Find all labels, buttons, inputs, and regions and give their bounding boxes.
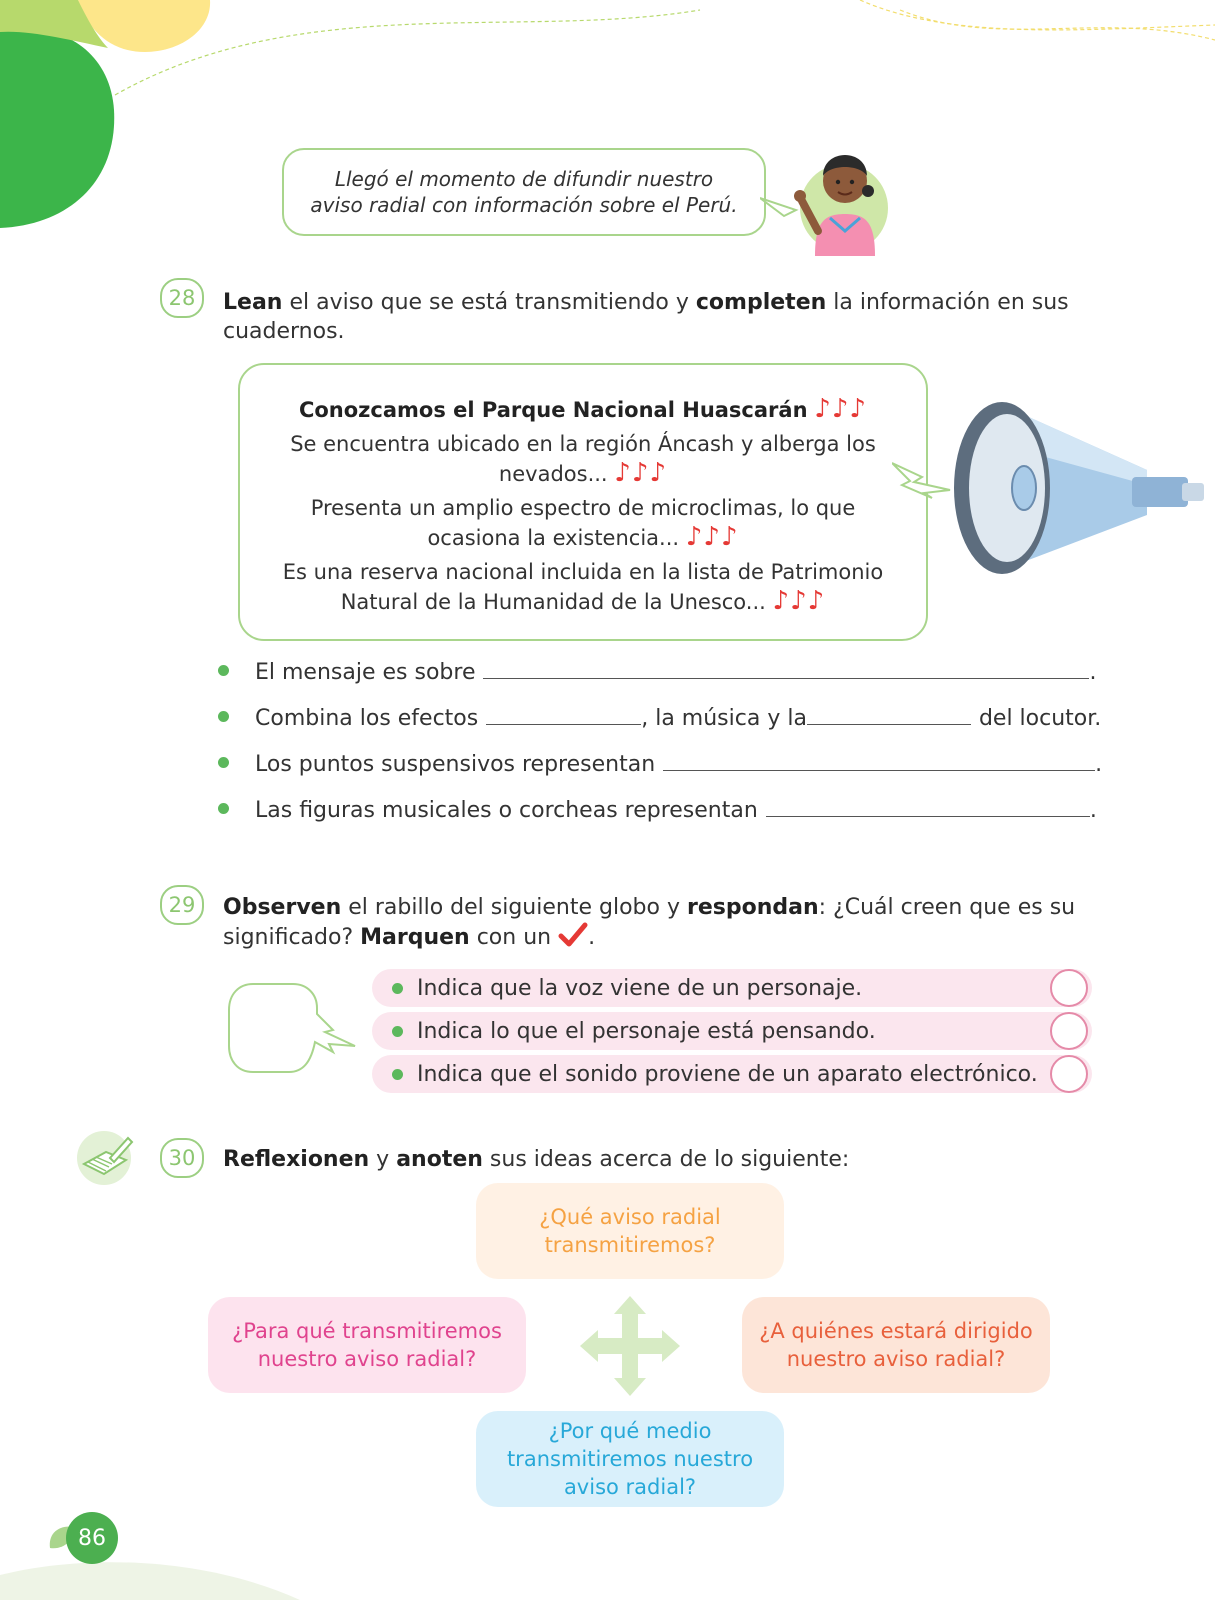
answer-line[interactable] (766, 815, 1090, 817)
bullet-dot (392, 1069, 403, 1080)
bullet-dot (218, 803, 229, 814)
notice-p2-line1: Presenta un amplio espectro de microclimas, lo que (310, 496, 856, 520)
checkmark-icon (558, 922, 588, 948)
card-who-audience: ¿A quiénes estará dirigido nuestro aviso radial? (742, 1297, 1050, 1393)
four-way-arrows-icon (580, 1296, 680, 1396)
notice-p1-line2: nevados... (498, 462, 608, 486)
question-number-28: 28 (160, 278, 204, 318)
option-character-thinking: Indica lo que el personaje está pensando. (372, 1012, 1092, 1050)
question-number-30: 30 (160, 1138, 204, 1178)
answer-line[interactable] (663, 769, 1095, 771)
bullet-combines-effects: Combina los efectos , la música y la del locutor. (218, 706, 1101, 731)
radio-notice-box (238, 363, 928, 641)
notice-title: Conozcamos el Parque Nacional Huascarán (298, 398, 808, 422)
notice-p1-line1: Se encuentra ubicado en la región Áncash y alberga los (290, 432, 876, 456)
answer-line[interactable] (483, 677, 1089, 679)
speech-bubble (282, 148, 766, 236)
electronic-balloon-icon (225, 980, 365, 1080)
music-notes-icon: ♪♪♪ (814, 394, 868, 424)
music-notes-icon: ♪♪♪ (614, 458, 668, 488)
megaphone-icon (892, 385, 1210, 585)
bullet-musical-figures: Las figuras musicales o corcheas representan . (218, 798, 1097, 823)
option-voice-from-character: Indica que la voz viene de un personaje. (372, 969, 1092, 1007)
girl-illustration (760, 136, 900, 256)
answer-circle-2[interactable] (1050, 1012, 1088, 1050)
option-electronic-device: Indica que el sonido proviene de un aparato electrónico. (372, 1055, 1092, 1093)
bubble-text-line2: aviso radial con información sobre el Perú. (310, 193, 738, 217)
question-28-instruction: Lean el aviso que se está transmitiendo y completen la información en sus cuadernos. (223, 290, 1069, 344)
card-what-medium: ¿Por qué medio transmitiremos nuestro aviso radial? (476, 1411, 784, 1507)
notice-p3-line2: Natural de la Humanidad de la Unesco... (340, 590, 766, 614)
bullet-dot (218, 757, 229, 768)
bullet-dot (392, 983, 403, 994)
notice-p3-line1: Es una reserva nacional incluida en la lista de Patrimonio (282, 560, 884, 584)
bullet-message-about: El mensaje es sobre . (218, 660, 1096, 685)
card-what-notice: ¿Qué aviso radial transmitiremos? (476, 1183, 784, 1279)
notebook-pencil-icon (74, 1128, 136, 1186)
bullet-ellipsis-represent: Los puntos suspensivos representan . (218, 752, 1102, 777)
bullet-dot (218, 711, 229, 722)
bullet-dot (392, 1026, 403, 1037)
bullet-dot (218, 665, 229, 676)
card-why-transmit: ¿Para qué transmitiremos nuestro aviso radial? (208, 1297, 526, 1393)
notice-p2-line2: ocasiona la existencia... (427, 526, 680, 550)
music-notes-icon: ♪♪♪ (685, 522, 739, 552)
music-notes-icon: ♪♪♪ (772, 586, 826, 616)
question-number-29: 29 (160, 885, 204, 925)
answer-circle-1[interactable] (1050, 969, 1088, 1007)
answer-circle-3[interactable] (1050, 1055, 1088, 1093)
bubble-text-line1: Llegó el momento de difundir nuestro (334, 167, 714, 191)
question-29-instruction: Observen el rabillo del siguiente globo y respondan: ¿Cuál creen que es su significado? Marquen con un . (223, 895, 1076, 950)
question-30-instruction: Reflexionen y anoten sus ideas acerca de lo siguiente: (223, 1147, 850, 1172)
answer-line[interactable] (807, 723, 971, 725)
page-number: 86 (66, 1512, 118, 1564)
answer-line[interactable] (486, 723, 641, 725)
